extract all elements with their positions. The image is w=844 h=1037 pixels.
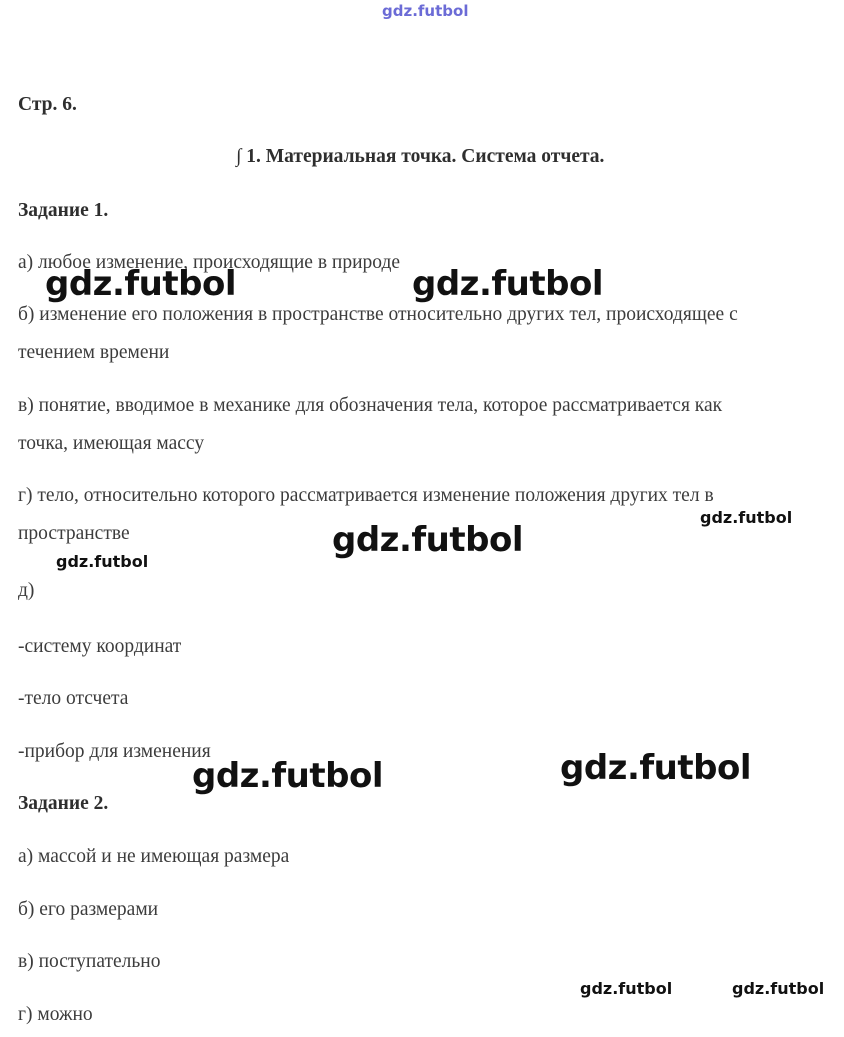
watermark: gdz.futbol	[45, 264, 236, 304]
watermark: gdz.futbol	[732, 979, 825, 998]
task2-answer-b: б) его размерами	[18, 899, 159, 920]
task2-heading: Задание 2.	[18, 793, 109, 814]
task1-d-item: -тело отсчета	[18, 688, 129, 709]
task1-answer-v-line1: в) понятие, вводимое в механике для обозначения тела, которое рассматривается как	[18, 395, 723, 416]
watermark: gdz.futbol	[560, 748, 751, 788]
watermark: gdz.futbol	[700, 508, 793, 527]
task2-answer-v: в) поступательно	[18, 951, 161, 972]
header-watermark: gdz.futbol	[382, 2, 469, 20]
task1-answer-d: д)	[18, 580, 35, 601]
task1-answer-b-line1: б) изменение его положения в пространстве относительно других тел, происходящее с	[18, 304, 738, 325]
task1-d-item: -прибор для изменения	[18, 741, 211, 762]
task1-heading: Задание 1.	[18, 200, 109, 221]
task1-answer-v-line2: точка, имеющая массу	[18, 433, 205, 454]
watermark: gdz.futbol	[56, 552, 149, 571]
task1-answer-b-line2: течением времени	[18, 342, 170, 363]
watermark: gdz.futbol	[332, 520, 523, 560]
section-title: ∫ 1. Материальная точка. Система отчета.	[236, 146, 605, 167]
watermark: gdz.futbol	[412, 264, 603, 304]
task1-answer-g-line2: пространстве	[18, 523, 130, 544]
task1-d-item: -систему координат	[18, 636, 182, 657]
watermark: gdz.futbol	[192, 756, 383, 796]
task2-answer-g: г) можно	[18, 1004, 93, 1025]
task2-answer-a: а) массой и не имеющая размера	[18, 846, 290, 867]
task1-answer-g-line1: г) тело, относительно которого рассматривается изменение положения других тел в	[18, 485, 714, 506]
page-label: Стр. 6.	[18, 94, 77, 115]
task1-answer-a: а) любое изменение, происходящие в природе	[18, 252, 401, 273]
watermark: gdz.futbol	[580, 979, 673, 998]
